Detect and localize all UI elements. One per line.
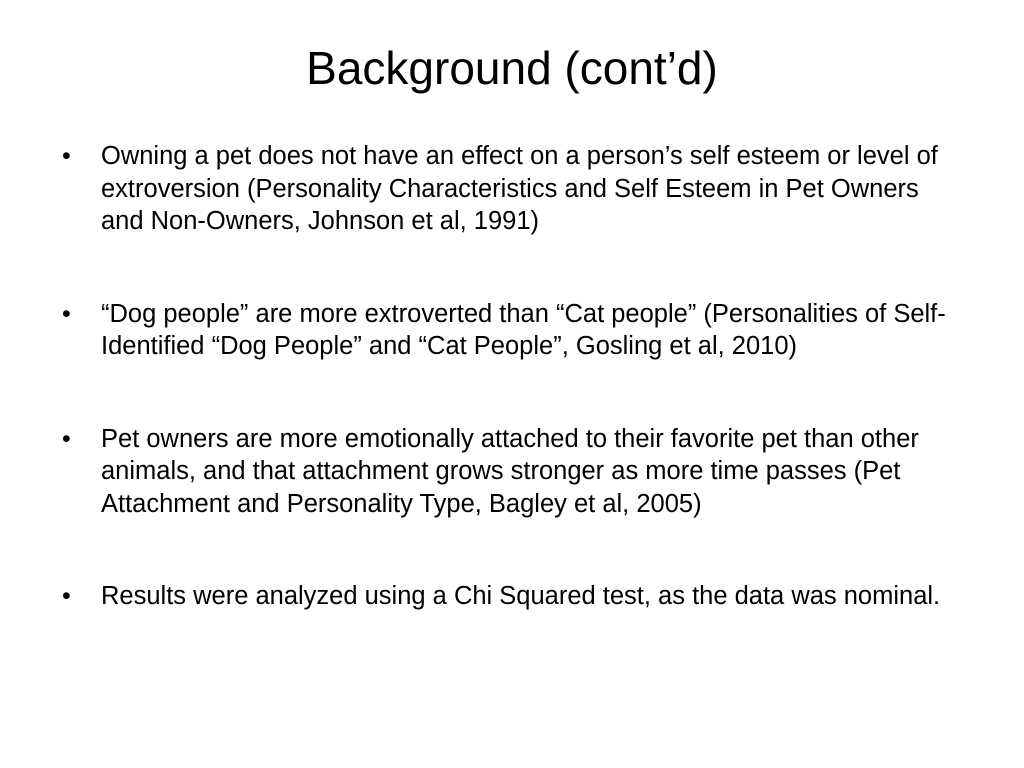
bullet-icon: • — [62, 142, 71, 170]
bullet-text: Owning a pet does not have an effect on a person’s self esteem or level of extroversion (Personality Characteristics and Self Esteem in Pet Owners and Non-Owners, Johnson et al, 1991) — [101, 142, 938, 235]
bullet-text: Pet owners are more emotionally attached to their favorite pet than other animals, and that attachment grows stronger as more time passes (Pet Attachment and Personality Type, Bagley et al, 2005) — [101, 424, 919, 518]
slide-title: Background (cont’d) — [306, 42, 718, 94]
bullet-icon: • — [62, 299, 71, 328]
bullet-item — [62, 423, 952, 521]
bullet-icon: • — [62, 582, 71, 610]
bullet-text: Results were analyzed using a Chi Squared test, as the data was nominal. — [101, 582, 941, 610]
bullet-item — [62, 298, 952, 363]
bullet-item — [62, 140, 952, 238]
bullet-list — [62, 140, 952, 613]
bullet-text: “Dog people” are more extroverted than “Cat people” (Personalities of Self-Identified “Dog People” and “Cat People”, Gosling et al, 2010) — [101, 299, 946, 360]
bullet-icon: • — [62, 424, 71, 453]
bullet-item — [62, 580, 952, 613]
